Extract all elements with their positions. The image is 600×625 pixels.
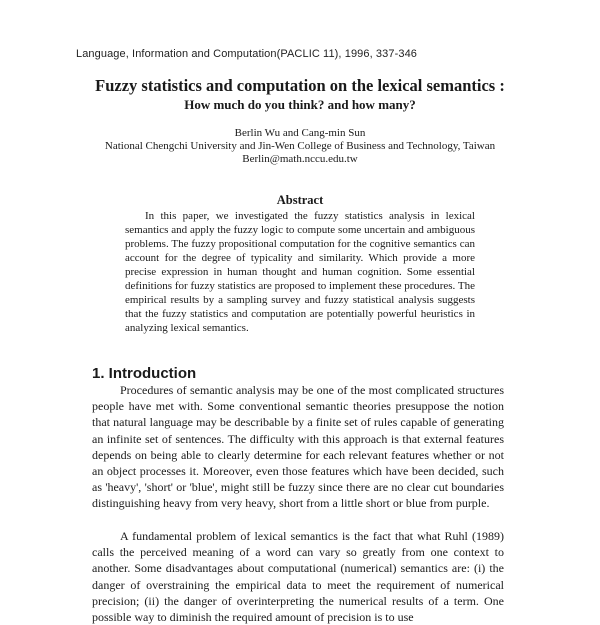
paper-title: Fuzzy statistics and computation on the lexical semantics : bbox=[95, 76, 505, 95]
author-names: Berlin Wu and Cang-min Sun bbox=[234, 127, 366, 139]
section-heading-introduction: 1. Introduction bbox=[92, 365, 197, 382]
introduction-paragraph-2: A fundamental problem of lexical semantics is the fact that what Ruhl (1989) calls the perceived meaning of a word can vary so greatly from one context to another. Some disadvantages about computational (numerical) semantics are: (i) the danger of overstraining the empirical data to meet the requirement of numerical precision; (ii) the danger of overinterpreting the numerical results of a term. One possible way to diminish the required amount of precision is to use bbox=[92, 529, 504, 625]
paper-subtitle: How much do you think? and how many? bbox=[184, 97, 416, 112]
introduction-paragraph-1: Procedures of semantic analysis may be one of the most complicated structures people have met with. Some conventional semantic theories presuppose the notion that natural language may be describable by a finite set of rules capable of generating an infinite set of sentences. The difficulty with this approach is that external features depends on being able to clearly determine for each relevant features whether or not an object processes it. Moreover, even those features which have been decided, such as 'heavy', 'short' or 'blue', might still be fuzzy since there are no clear cut boundaries distinguishing heavy from very heavy, short from a little short or blue from purple. bbox=[92, 383, 504, 511]
author-affiliation: National Chengchi University and Jin-Wen College of Business and Technology, Taiwan bbox=[104, 140, 496, 152]
running-head: Language, Information and Computation(PACLIC 11), 1996, 337-346 bbox=[76, 48, 417, 60]
author-block bbox=[0, 127, 600, 166]
author-email: Berlin@math.nccu.edu.tw bbox=[242, 153, 358, 165]
abstract-heading: Abstract bbox=[276, 193, 324, 207]
abstract-text: In this paper, we investigated the fuzzy statistics analysis in lexical semantics and apply the fuzzy logic to compute some uncertain and ambiguous problems. The fuzzy propositional computation for the cognitive semantics can account for the degree of typicality and similarity. Which provide a more precise expression in human thought and human cognition. Some essential definitions for fuzzy statistics are proposed to implement these procedures. The empirical results by a sampling survey and fuzzy statistical analysis suggests that the fuzzy statistics and computation are potentially powerful heuristics in analyzing lexical semantics. bbox=[125, 210, 475, 334]
